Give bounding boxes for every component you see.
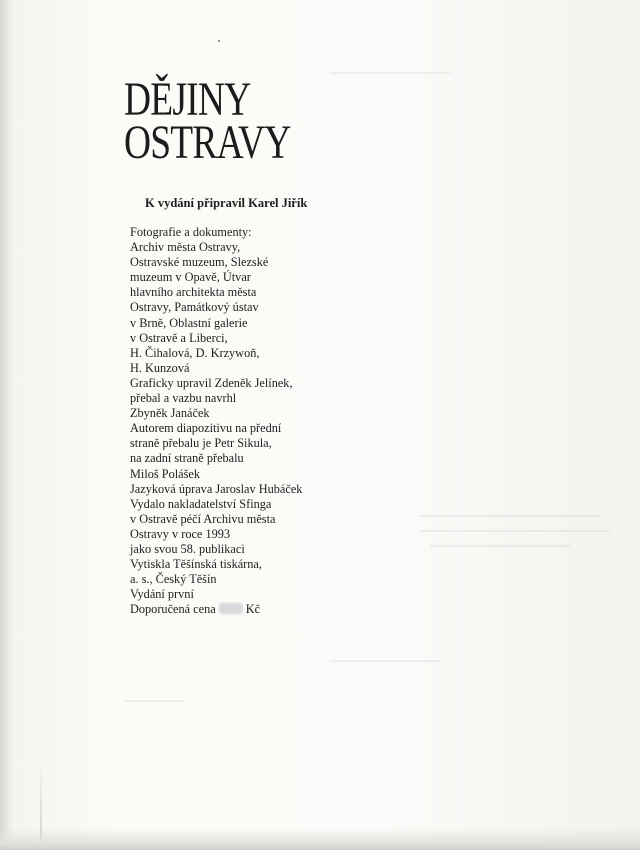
colophon-line: Graficky upravil Zdeněk Jelínek, <box>130 375 293 390</box>
colophon-line: v Ostravě a Liberci, <box>130 330 228 345</box>
colophon-line: a. s., Český Těšín <box>130 572 217 587</box>
show-through-line <box>420 515 600 517</box>
colophon-block <box>130 196 307 617</box>
binding-gutter <box>0 0 14 850</box>
price-currency: Kč <box>245 602 261 617</box>
colophon-line: Archiv města Ostravy, <box>130 240 241 255</box>
colophon-line: přebal a vazbu navrhl <box>130 391 237 406</box>
colophon-line: H. Kunzová <box>130 360 190 375</box>
show-through-line <box>330 660 440 662</box>
redacted-price <box>219 603 243 614</box>
colophon-line: Jazyková úprava Jaroslav Hubáček <box>130 481 303 496</box>
show-through-line <box>430 545 570 547</box>
colophon-line: Vydání první <box>130 587 194 602</box>
price-label: Doporučená cena <box>130 602 216 617</box>
show-through-line <box>125 700 185 702</box>
title-line-1: DĚJINY <box>124 73 251 126</box>
colophon-line: Ostravy v roce 1993 <box>130 526 231 541</box>
colophon-line: Vydalo nakladatelství Sfinga <box>130 496 272 511</box>
price-line <box>130 602 307 617</box>
colophon-line: v Brně, Oblastní galerie <box>130 315 248 330</box>
colophon-line: Zbyněk Janáček <box>130 406 210 421</box>
colophon-line: hlavního architekta města <box>130 285 257 300</box>
book-title <box>124 73 291 170</box>
colophon-line: H. Čihalová, D. Krzywoň, <box>130 345 260 360</box>
show-through-line <box>330 72 450 74</box>
show-through-line <box>420 530 610 532</box>
title-line-2: OSTRAVY <box>124 116 291 170</box>
colophon-line: Fotografie a dokumenty: <box>130 225 252 239</box>
editor-credit: K vydání připravil Karel Jiřík <box>145 196 308 210</box>
colophon-line: Miloš Polášek <box>130 466 201 481</box>
colophon-line: Ostravy, Památkový ústav <box>130 300 259 315</box>
colophon-list <box>130 225 307 617</box>
colophon-line: v Ostravě péčí Archivu města <box>130 511 276 526</box>
colophon-line: Autorem diapozitivu na přední <box>130 421 282 436</box>
colophon-line: muzeum v Opavě, Útvar <box>130 270 251 285</box>
colophon-line: straně přebalu je Petr Sikula, <box>130 436 272 451</box>
colophon-line: Ostravské muzeum, Slezské <box>130 255 269 270</box>
colophon-line: jako svou 58. publikaci <box>130 541 245 556</box>
colophon-line: na zadní straně přebalu <box>130 451 244 466</box>
page-bottom-edge <box>0 828 640 850</box>
colophon-line: Vytiskla Těšínská tiskárna, <box>130 557 262 572</box>
speck <box>218 40 220 42</box>
